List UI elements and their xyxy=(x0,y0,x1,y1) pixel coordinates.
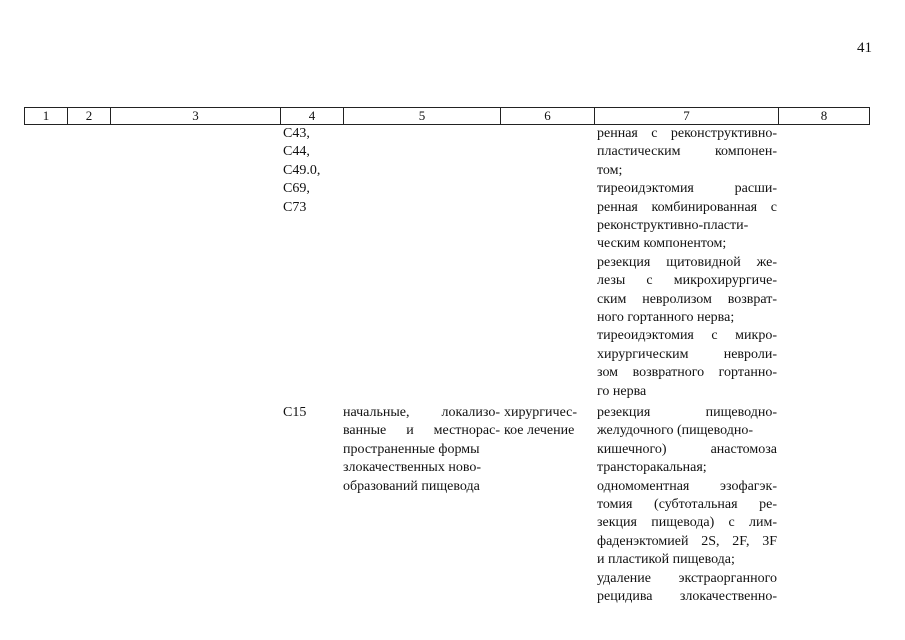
row1-icd-codes xyxy=(283,125,343,217)
icd-code: C69, xyxy=(283,181,310,197)
icd-code: C49.0, xyxy=(283,162,321,178)
header-col-8: 8 xyxy=(779,108,870,125)
treatment-line: го нерва xyxy=(597,383,647,399)
treatment-line: кишечного) анастомоза xyxy=(597,441,777,457)
treatment-line: реконструктивно-пласти- xyxy=(597,218,749,234)
treatment-type-line: кое лечение xyxy=(504,423,575,439)
column-number-header xyxy=(24,107,870,125)
header-col-1: 1 xyxy=(25,108,68,125)
row1-treatment-methods xyxy=(597,125,777,401)
icd-code: C73 xyxy=(283,199,307,215)
treatment-line: рецидива злокачественно- xyxy=(597,589,777,605)
header-col-5: 5 xyxy=(344,108,501,125)
treatment-line: тиреоидэктомия расши- xyxy=(597,181,777,197)
diagnosis-line: злокачественных ново- xyxy=(343,460,481,476)
treatment-line: желудочного (пищеводно- xyxy=(597,423,754,439)
icd-code: C44, xyxy=(283,144,310,160)
diagnosis-line: образований пищевода xyxy=(343,478,480,494)
treatment-line: тиреоидэктомия с микро- xyxy=(597,328,777,344)
treatment-line: ским невролизом возврат- xyxy=(597,291,777,307)
header-col-4: 4 xyxy=(281,108,344,125)
treatment-line: томия (субтотальная ре- xyxy=(597,497,777,513)
row2-diagnosis xyxy=(343,404,500,496)
header-row xyxy=(25,108,870,125)
treatment-line: зекция пищевода) с лим- xyxy=(597,515,777,531)
treatment-line: удаление экстраорганного xyxy=(597,570,777,586)
treatment-line: лезы с микрохирургиче- xyxy=(597,273,777,289)
header-col-3: 3 xyxy=(111,108,281,125)
header-col-6: 6 xyxy=(501,108,595,125)
row2-treatment-type xyxy=(504,404,590,441)
diagnosis-line: ванные и местнорас- xyxy=(343,423,500,439)
page-number: 41 xyxy=(857,40,872,56)
header-col-2: 2 xyxy=(68,108,111,125)
treatment-line: ренная комбинированная с xyxy=(597,199,777,215)
icd-code: C43, xyxy=(283,126,310,141)
header-col-7: 7 xyxy=(595,108,779,125)
icd-code: C15 xyxy=(283,405,307,420)
treatment-line: ческим компонентом; xyxy=(597,236,727,252)
treatment-line: пластическим компонен- xyxy=(597,144,777,160)
diagnosis-line: пространенные формы xyxy=(343,441,480,457)
treatment-line: хирургическим невроли- xyxy=(597,346,777,362)
treatment-type-line: хирургичес- xyxy=(504,405,578,420)
treatment-line: ного гортанного нерва; xyxy=(597,310,735,326)
treatment-line: фаденэктомией 2S, 2F, 3F xyxy=(597,533,777,549)
treatment-line: одномоментная эзофагэк- xyxy=(597,478,777,494)
treatment-line: ренная с реконструктивно- xyxy=(597,126,777,141)
treatment-line: резекция пищеводно- xyxy=(597,405,777,420)
treatment-line: и пластикой пищевода; xyxy=(597,552,735,568)
treatment-line: том; xyxy=(597,162,623,178)
row2-icd-code xyxy=(283,404,343,422)
diagnosis-line: начальные, локализо- xyxy=(343,405,500,420)
treatment-line: трансторакальная; xyxy=(597,460,707,476)
treatment-line: зом возвратного гортанно- xyxy=(597,365,777,381)
row2-treatment-methods xyxy=(597,404,777,606)
treatment-line: резекция щитовидной же- xyxy=(597,254,777,270)
